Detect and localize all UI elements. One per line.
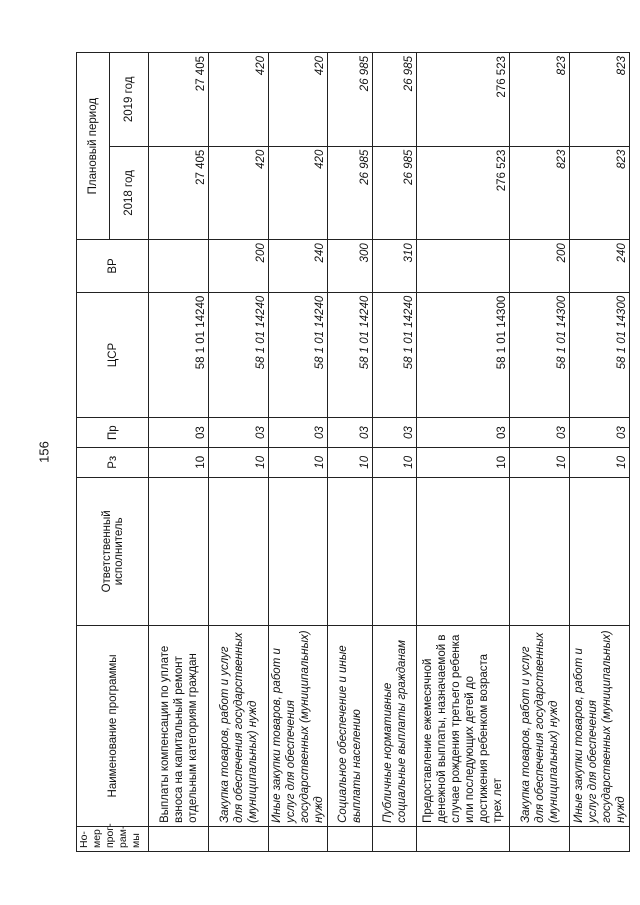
program-name-cell: Иные закупки товаров, работ и услуг для обеспечения государственных (муниципальных) нужд <box>570 626 630 827</box>
num-cell <box>373 826 417 851</box>
value-2018-cell: 420 <box>209 146 269 240</box>
vr-cell: 300 <box>328 240 373 293</box>
num-cell <box>510 826 570 851</box>
header-year-2019: 2019 год <box>110 53 149 147</box>
pr-cell: 03 <box>510 418 570 448</box>
value-2018-cell: 420 <box>269 146 328 240</box>
executor-cell <box>328 477 373 625</box>
value-2018-cell: 276 523 <box>417 146 510 240</box>
pr-cell: 03 <box>417 418 510 448</box>
budget-table <box>76 52 630 852</box>
num-cell <box>269 826 328 851</box>
csr-cell: 58 1 01 14300 <box>570 292 630 418</box>
value-2018-cell: 26 985 <box>373 146 417 240</box>
value-2018-cell: 27 405 <box>149 146 209 240</box>
vr-cell: 200 <box>209 240 269 293</box>
value-2019-cell: 420 <box>269 53 328 147</box>
csr-cell: 58 1 01 14240 <box>209 292 269 418</box>
program-name-cell: Предоставление ежемесячной денежной выплаты, назначаемой в случае рождения третьего ребенка или последующих детей до достижения ребенком возраста трех лет <box>417 626 510 827</box>
executor-cell <box>269 477 328 625</box>
program-name-cell: Публичные нормативные социальные выплаты гражданам <box>373 626 417 827</box>
executor-cell <box>209 477 269 625</box>
table-row <box>328 53 373 852</box>
header-year-2018: 2018 год <box>110 146 149 240</box>
table-row <box>149 53 209 852</box>
value-2018-cell: 823 <box>570 146 630 240</box>
header-num-line: прог- <box>104 823 116 848</box>
header-row <box>77 53 110 852</box>
value-2019-cell: 26 985 <box>328 53 373 147</box>
value-2018-cell: 823 <box>510 146 570 240</box>
header-program-number <box>77 823 149 851</box>
vr-cell <box>149 240 209 293</box>
vr-cell: 240 <box>269 240 328 293</box>
csr-cell: 58 1 01 14300 <box>417 292 510 418</box>
pr-cell: 03 <box>149 418 209 448</box>
program-name-cell: Закупка товаров, работ и услуг для обеспечения государственных (муниципальных) нужд <box>209 626 269 827</box>
executor-cell <box>417 477 510 625</box>
program-name-cell: Выплаты компенсации по уплате взноса на капитальный ремонт отдельным категориям граждан <box>149 626 209 827</box>
num-cell <box>149 826 209 851</box>
executor-cell <box>149 477 209 625</box>
program-name-cell: Социальное обеспечение и иные выплаты населению <box>328 626 373 827</box>
rz-cell: 10 <box>417 447 510 477</box>
program-name-cell: Иные закупки товаров, работ и услуг для обеспечения государственных (муниципальных) нужд <box>269 626 328 827</box>
num-cell <box>328 826 373 851</box>
table-row <box>510 53 570 852</box>
header-planned-period: Плановый период <box>77 53 110 240</box>
pr-cell: 03 <box>269 418 328 448</box>
executor-cell <box>510 477 570 625</box>
header-executor: Ответственный исполнитель <box>77 477 149 625</box>
program-name-cell: Закупка товаров, работ и услуг для обеспечения государственных (муниципальных) нужд <box>510 626 570 827</box>
value-2019-cell: 823 <box>510 53 570 147</box>
header-num-line: Но- <box>78 831 90 848</box>
vr-cell: 310 <box>373 240 417 293</box>
rz-cell: 10 <box>209 447 269 477</box>
header-num-line: мер <box>91 829 103 848</box>
num-cell <box>209 826 269 851</box>
executor-cell <box>570 477 630 625</box>
rotated-table-container <box>76 52 628 852</box>
rz-cell: 10 <box>269 447 328 477</box>
page-number: 156 <box>36 441 52 463</box>
csr-cell: 58 1 01 14300 <box>510 292 570 418</box>
vr-cell <box>417 240 510 293</box>
header-rz: Рз <box>77 447 149 477</box>
rz-cell: 10 <box>149 447 209 477</box>
rz-cell: 10 <box>328 447 373 477</box>
value-2019-cell: 26 985 <box>373 53 417 147</box>
pr-cell: 03 <box>373 418 417 448</box>
table-row <box>269 53 328 852</box>
csr-cell: 58 1 01 14240 <box>269 292 328 418</box>
rz-cell: 10 <box>510 447 570 477</box>
pr-cell: 03 <box>209 418 269 448</box>
value-2019-cell: 823 <box>570 53 630 147</box>
header-csr: ЦСР <box>77 292 149 418</box>
header-vr: ВР <box>77 240 149 293</box>
rz-cell: 10 <box>570 447 630 477</box>
pr-cell: 03 <box>570 418 630 448</box>
table-row <box>417 53 510 852</box>
num-cell <box>417 826 510 851</box>
table-row <box>373 53 417 852</box>
table-body <box>149 53 630 852</box>
header-program-name: Наименование программы <box>77 626 149 827</box>
value-2019-cell: 420 <box>209 53 269 147</box>
csr-cell: 58 1 01 14240 <box>373 292 417 418</box>
pr-cell: 03 <box>328 418 373 448</box>
rz-cell: 10 <box>373 447 417 477</box>
table-row <box>570 53 630 852</box>
value-2019-cell: 276 523 <box>417 53 510 147</box>
header-num-line: рам- <box>117 825 129 848</box>
header-num-line: мы <box>130 833 142 848</box>
value-2018-cell: 26 985 <box>328 146 373 240</box>
executor-cell <box>373 477 417 625</box>
num-cell <box>570 826 630 851</box>
vr-cell: 240 <box>570 240 630 293</box>
header-pr: Пр <box>77 418 149 448</box>
vr-cell: 200 <box>510 240 570 293</box>
csr-cell: 58 1 01 14240 <box>328 292 373 418</box>
table-row <box>209 53 269 852</box>
csr-cell: 58 1 01 14240 <box>149 292 209 418</box>
value-2019-cell: 27 405 <box>149 53 209 147</box>
